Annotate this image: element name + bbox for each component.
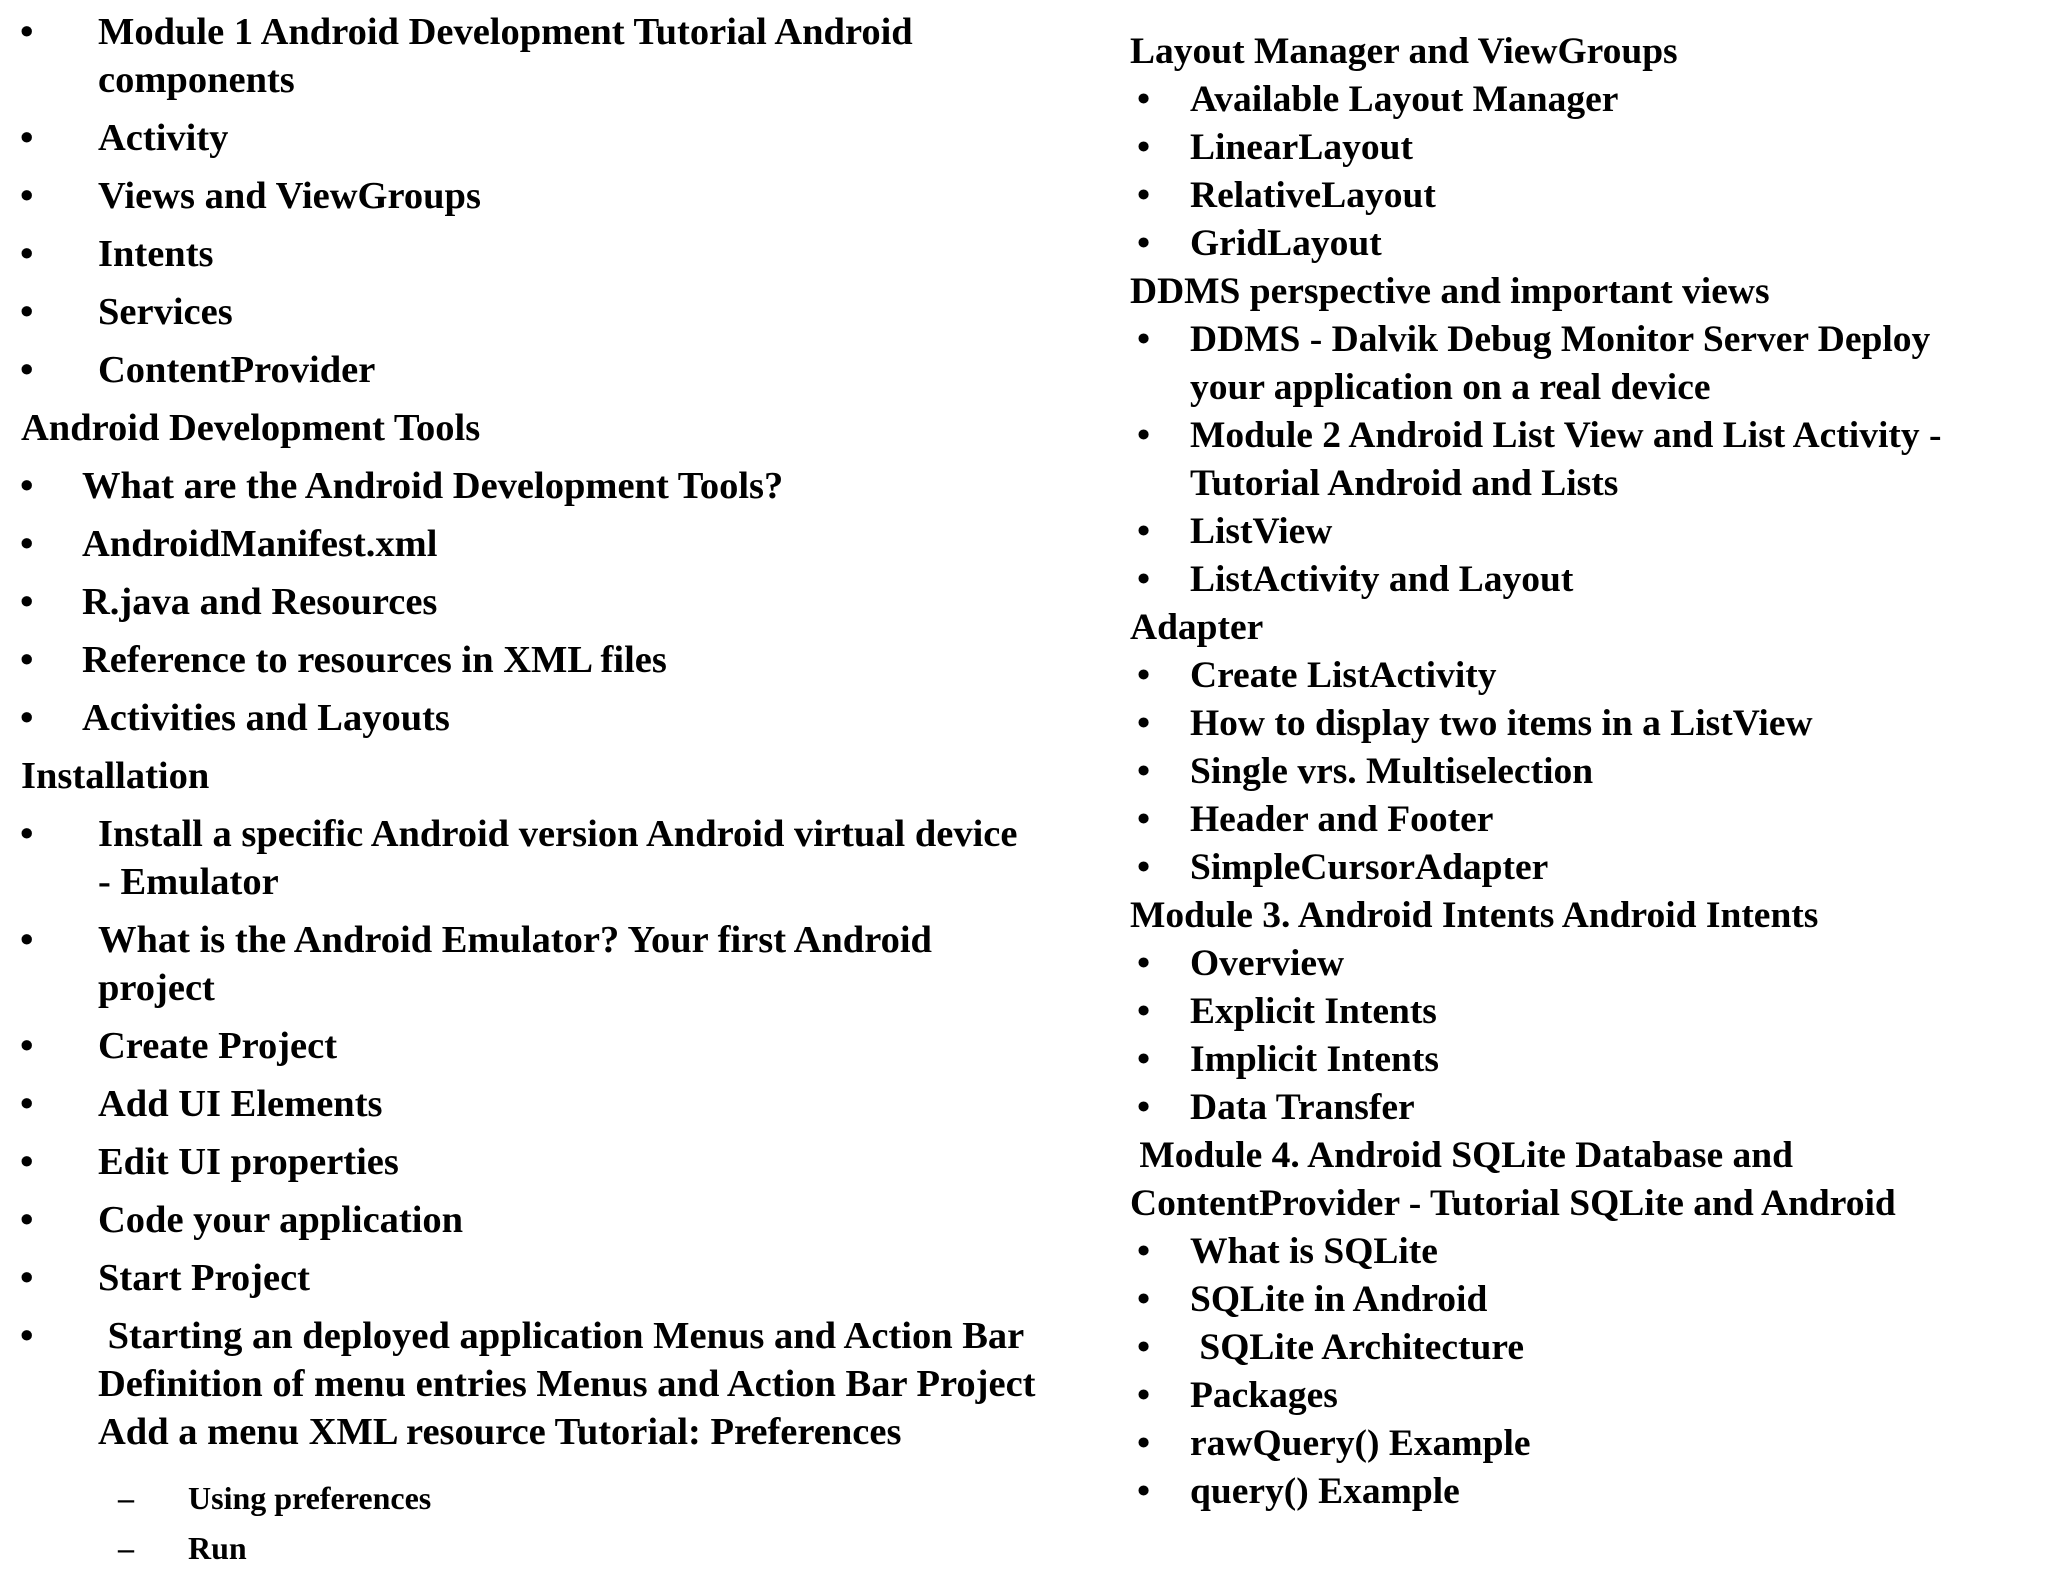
item-text [98, 1196, 463, 1244]
item-text [98, 1254, 310, 1302]
item-text [1190, 220, 1382, 268]
heading-text [21, 404, 480, 452]
item-text [1190, 316, 1930, 412]
text-line: Add a menu XML resource Tutorial: Preferences [98, 1411, 902, 1453]
item-text [98, 230, 214, 278]
list-item [0, 1138, 1110, 1186]
bullet-marker: • [1137, 1279, 1151, 1320]
list-item [0, 1080, 1110, 1128]
text-line: SQLite in Android [1190, 1279, 1488, 1320]
section-heading [1130, 604, 2048, 652]
bullet-marker: • [20, 349, 34, 391]
list-item [0, 114, 1110, 162]
text-line: AndroidManifest.xml [82, 523, 438, 565]
heading-text [1130, 28, 1678, 76]
text-line: Module 4. Android SQLite Database and [1130, 1135, 1793, 1176]
list-item [0, 346, 1110, 394]
text-line: LinearLayout [1190, 127, 1413, 168]
list-item [1130, 1420, 2048, 1468]
item-text [82, 520, 437, 568]
item-text [98, 916, 932, 1012]
list-item [1130, 556, 2048, 604]
item-text [1190, 1420, 1531, 1468]
bullet-marker: • [1137, 559, 1151, 600]
text-line: DDMS - Dalvik Debug Monitor Server Deploy [1190, 319, 1931, 360]
text-line: Views and ViewGroups [98, 175, 481, 217]
item-text [1190, 1324, 1524, 1372]
list-item [1130, 652, 2048, 700]
item-text [1190, 1228, 1438, 1276]
item-text [1190, 988, 1437, 1036]
item-text [1190, 652, 1497, 700]
bullet-marker: • [20, 1199, 34, 1241]
list-item [0, 462, 1110, 510]
item-text [1190, 76, 1618, 124]
text-line: Run [188, 1530, 247, 1566]
section-heading [0, 404, 1110, 452]
bullet-marker: • [1137, 1327, 1151, 1368]
item-text [98, 114, 228, 162]
bullet-marker: • [1137, 799, 1151, 840]
list-item [0, 520, 1110, 568]
bullet-marker: • [20, 1315, 34, 1357]
text-line: Create Project [98, 1025, 338, 1067]
text-line: Create ListActivity [1190, 655, 1497, 696]
list-item [0, 230, 1110, 278]
text-line: GridLayout [1190, 223, 1382, 264]
text-line: RelativeLayout [1190, 175, 1436, 216]
list-item [0, 916, 1110, 1012]
text-line: What is the Android Emulator? Your first Android [98, 919, 932, 961]
text-line: What is SQLite [1190, 1231, 1438, 1272]
text-line: Services [98, 291, 233, 333]
item-text [98, 810, 1017, 906]
text-line: How to display two items in a ListView [1190, 703, 1813, 744]
heading-text [21, 752, 209, 800]
text-line: Edit UI properties [98, 1141, 399, 1183]
text-line: rawQuery() Example [1190, 1423, 1531, 1464]
list-item [1130, 700, 2048, 748]
item-text [1190, 124, 1413, 172]
list-item [0, 8, 1110, 104]
bullet-marker: • [1137, 511, 1151, 552]
item-text [1190, 796, 1493, 844]
text-line: Android Development Tools [21, 407, 481, 449]
list-item [1130, 508, 2048, 556]
text-line: Install a specific Android version Android virtual device [98, 813, 1018, 855]
item-text [1190, 172, 1436, 220]
text-line: Add UI Elements [98, 1083, 383, 1125]
item-text [98, 1138, 399, 1186]
list-item [0, 1254, 1110, 1302]
section-heading [1130, 268, 2048, 316]
text-line: Overview [1190, 943, 1345, 984]
text-line: Layout Manager and ViewGroups [1130, 31, 1678, 72]
item-text [1190, 748, 1593, 796]
text-line: What are the Android Development Tools? [82, 465, 784, 507]
text-line: ContentProvider [98, 349, 376, 391]
item-text [1190, 940, 1344, 988]
list-item [1130, 988, 2048, 1036]
item-text [1190, 1372, 1338, 1420]
bullet-marker: • [20, 1083, 34, 1125]
section-heading [0, 752, 1110, 800]
text-line: Available Layout Manager [1190, 79, 1619, 120]
item-text [82, 636, 667, 684]
section-heading [1130, 1132, 2048, 1180]
text-line: ListView [1190, 511, 1333, 552]
bullet-marker: • [20, 117, 34, 159]
list-item [1130, 316, 2048, 412]
text-line: SimpleCursorAdapter [1190, 847, 1549, 888]
section-heading [1130, 892, 2048, 940]
heading-text [1130, 1180, 1896, 1228]
item-text [188, 1524, 247, 1572]
list-item [0, 578, 1110, 626]
item-text [98, 1312, 1035, 1456]
bullet-marker: • [1137, 991, 1151, 1032]
text-line: Activities and Layouts [82, 697, 450, 739]
bullet-marker: • [20, 233, 34, 275]
text-line: Header and Footer [1190, 799, 1494, 840]
bullet-marker: • [1137, 1231, 1151, 1272]
item-text [98, 172, 481, 220]
text-line: DDMS perspective and important views [1130, 271, 1770, 312]
bullet-marker: • [1137, 319, 1151, 360]
text-line: SQLite Architecture [1190, 1327, 1524, 1368]
text-line: ListActivity and Layout [1190, 559, 1574, 600]
list-item [1130, 172, 2048, 220]
heading-text [1130, 268, 1770, 316]
item-text [82, 694, 450, 742]
bullet-marker: • [20, 523, 34, 565]
bullet-marker: • [20, 465, 34, 507]
bullet-marker: • [20, 1141, 34, 1183]
bullet-marker: • [1137, 655, 1151, 696]
item-text [188, 1474, 431, 1522]
item-text [82, 578, 437, 626]
heading-text [1130, 604, 1263, 652]
list-item [0, 172, 1110, 220]
text-line: Intents [98, 233, 214, 275]
text-line: Adapter [1130, 607, 1264, 648]
text-line: Data Transfer [1190, 1087, 1415, 1128]
text-line: Single vrs. Multiselection [1190, 751, 1594, 792]
text-line: R.java and Resources [82, 581, 438, 623]
list-item [0, 810, 1110, 906]
list-item [1130, 940, 2048, 988]
list-item [1130, 220, 2048, 268]
text-line: Start Project [98, 1257, 310, 1299]
bullet-marker: • [1137, 1423, 1151, 1464]
text-line: ContentProvider - Tutorial SQLite and Android [1130, 1183, 1896, 1224]
text-line: Tutorial Android and Lists [1190, 463, 1619, 504]
bullet-marker: • [20, 919, 34, 961]
bullet-marker: • [1137, 847, 1151, 888]
bullet-marker: • [20, 11, 34, 53]
bullet-marker: • [1137, 943, 1151, 984]
section-heading [1130, 1180, 2048, 1228]
bullet-marker: • [20, 175, 34, 217]
item-text [1190, 412, 1941, 508]
section-heading [1130, 28, 2048, 76]
item-text [82, 462, 783, 510]
list-item [1130, 412, 2048, 508]
bullet-marker: • [1137, 751, 1151, 792]
text-line: Definition of menu entries Menus and Action Bar Project [98, 1363, 1036, 1405]
item-text [98, 1080, 383, 1128]
bullet-marker: • [20, 1257, 34, 1299]
text-line: Explicit Intents [1190, 991, 1437, 1032]
item-text [1190, 1468, 1460, 1516]
text-line: Module 2 Android List View and List Activity - [1190, 415, 1942, 456]
text-line: Activity [98, 117, 229, 159]
bullet-marker: • [20, 291, 34, 333]
item-text [1190, 700, 1813, 748]
text-line: Installation [21, 755, 210, 797]
text-line: Module 1 Android Development Tutorial Android [98, 11, 913, 53]
bullet-marker: • [20, 813, 34, 855]
item-text [1190, 508, 1332, 556]
text-line: your application on a real device [1190, 367, 1711, 408]
text-line: Reference to resources in XML files [82, 639, 667, 681]
text-line: project [98, 967, 215, 1009]
list-item [0, 1196, 1110, 1244]
bullet-marker: • [1137, 703, 1151, 744]
bullet-marker: • [1137, 1471, 1151, 1512]
list-item [0, 636, 1110, 684]
text-line: components [98, 59, 295, 101]
list-item [1130, 1324, 2048, 1372]
list-item [1130, 1372, 2048, 1420]
list-item [1130, 124, 2048, 172]
item-text [1190, 1276, 1487, 1324]
heading-text [1130, 892, 1818, 940]
bullet-marker: • [1137, 1375, 1151, 1416]
bullet-marker: • [1137, 223, 1151, 264]
list-item [1130, 76, 2048, 124]
item-text [98, 1022, 337, 1070]
text-line: Starting an deployed application Menus and Action Bar [98, 1315, 1025, 1357]
bullet-marker: • [1137, 127, 1151, 168]
list-item [1130, 1228, 2048, 1276]
item-text [98, 288, 233, 336]
item-text [1190, 1036, 1439, 1084]
list-item [0, 1022, 1110, 1070]
list-item [1130, 1036, 2048, 1084]
list-item [0, 694, 1110, 742]
list-item [1130, 796, 2048, 844]
bullet-marker: • [1137, 79, 1151, 120]
list-item [1130, 844, 2048, 892]
item-text [1190, 844, 1548, 892]
bullet-marker: • [20, 581, 34, 623]
item-text [98, 8, 913, 104]
list-item [1130, 1276, 2048, 1324]
list-item [1130, 748, 2048, 796]
text-line: Using preferences [188, 1480, 432, 1516]
item-text [1190, 1084, 1415, 1132]
bullet-marker: • [20, 1025, 34, 1067]
list-item [0, 288, 1110, 336]
text-line: Implicit Intents [1190, 1039, 1439, 1080]
text-line: Packages [1190, 1375, 1338, 1416]
list-item [0, 1474, 1110, 1522]
bullet-marker: • [20, 697, 34, 739]
text-line: query() Example [1190, 1471, 1460, 1512]
list-item [1130, 1468, 2048, 1516]
text-line: - Emulator [98, 861, 279, 903]
bullet-marker: • [1137, 415, 1151, 456]
text-line: Code your application [98, 1199, 464, 1241]
list-item [0, 1312, 1110, 1456]
list-item [0, 1524, 1110, 1572]
bullet-marker: • [1137, 1087, 1151, 1128]
bullet-marker: • [1137, 175, 1151, 216]
text-line: Module 3. Android Intents Android Intents [1130, 895, 1819, 936]
list-item [1130, 1084, 2048, 1132]
item-text [98, 346, 375, 394]
heading-text [1130, 1132, 1793, 1180]
dash-marker: – [118, 1480, 134, 1516]
item-text [1190, 556, 1573, 604]
bullet-marker: • [20, 639, 34, 681]
bullet-marker: • [1137, 1039, 1151, 1080]
dash-marker: – [118, 1530, 134, 1566]
